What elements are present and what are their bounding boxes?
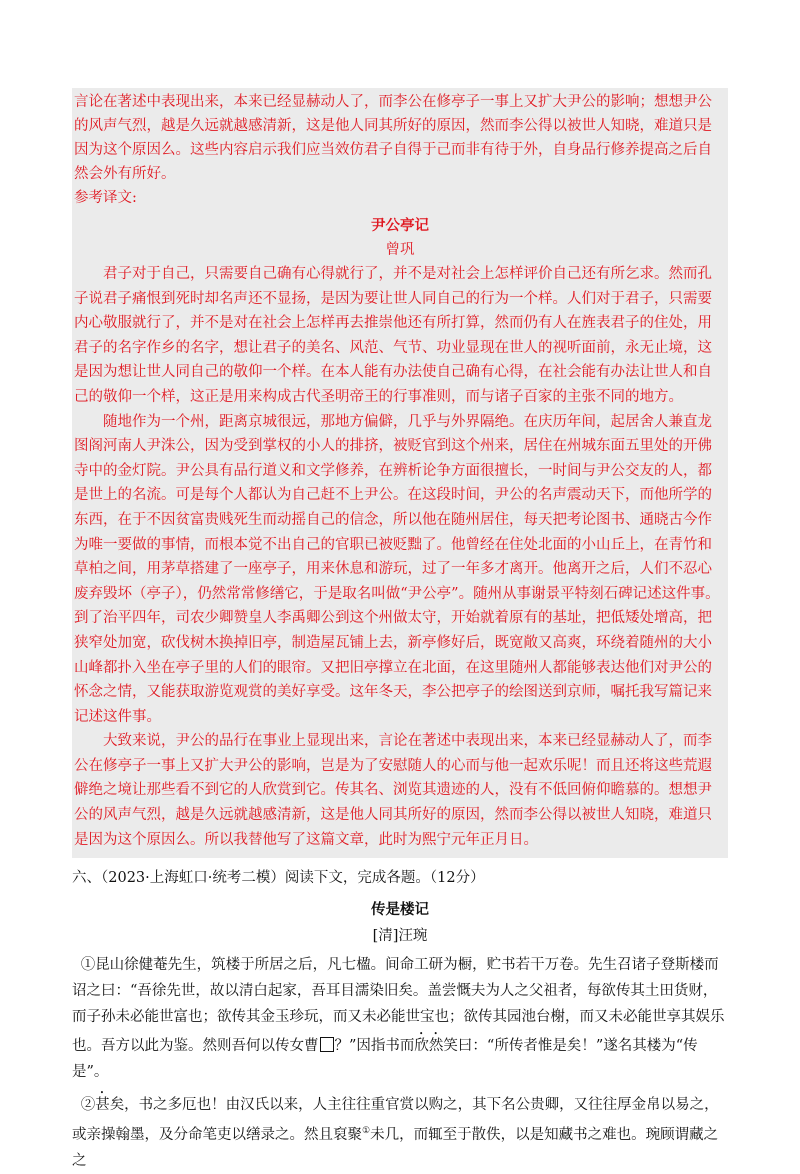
translation-paragraph-3: 大致来说，尹公的品行在事业上显现出来，言论在著述中表现出来，本来已经显赫动人了，而李公在修亭子一事上又扩大尹公的影响，岂是为了安慰随人的心而与他一起欢乐呢！而且还将这些荒遐僻绝之境让那些看不到它的人欣赏到它。传其名、浏览其遗迹的人，没有不低回俯仰瞻慕的。想想尹公的风声气烈，越是久远就越感清新，这是他人同其所好的原因，然而李公得以被世人知晓，难道只是因为这个原因么。所以我替他写了这篇文章，此时为熙宁元年正月日。 xyxy=(74,733,712,848)
translation-title: 尹公亭记 xyxy=(371,217,429,234)
paragraph-2-text-b: 未几，而辄至于散佚，以是知藏书之难也。琬顾谓藏之之 xyxy=(72,1127,719,1170)
translation-author: 曾巩 xyxy=(385,242,415,258)
reference-translation-label: 参考译文: xyxy=(74,190,137,206)
emphasized-char-2: 然 xyxy=(428,1038,444,1055)
paragraph-number-2: ② xyxy=(80,1097,96,1114)
emphasized-char-3: 甚 xyxy=(95,1097,110,1114)
document-page xyxy=(72,88,728,1174)
question-header: 六、（2023·上海虹口·统考二模）阅读下文，完成各题。（12分） xyxy=(72,870,485,887)
emphasized-char-1: 欣 xyxy=(414,1038,429,1055)
answer-explanation-block xyxy=(72,88,728,858)
translation-paragraph-1: 君子对于自己，只需要自己确有心得就行了，并不是对社会上怎样评价自己还有所乞求。然而孔子说君子痛恨到死时却名声还不显扬，是因为要让世人同自己的行为一个样。人们对于君子，只需要内心敬服就行了，并不是对在社会上怎样再去推崇他还有所打算，然而仍有人在旌表君子的住处，用君子的名字作乡的名字，想让君子的美名、风范、气节、功业显现在世人的视听面前，永无止境，这是因为想让世人同自己的敬仰一个样。在本人能有办法使自己确有心得，在社会能有办法让世人和自己的敬仰一个样，这正是用来构成古代圣明帝王的行事准则，而与诸子百家的主张不同的地方。 xyxy=(74,266,712,405)
paragraph-1-text-c: 笑曰：“所传者惟是矣！”遂名其楼为“传是”。 xyxy=(72,1038,698,1081)
passage-title: 传是楼记 xyxy=(371,901,429,919)
paragraph-1-text-a: 昆山徐健菴先生，筑楼于所居之后，凡七楹。间命工研为橱，贮书若干万卷。先生召诸子登斯楼而诏之曰：“吾徐先世，故以清白起家，吾耳目濡染旧矣。盖尝慨夫为人之父祖者，每欲传其土田货财，而子孙未必能世富也；欲传其金玉珍玩，而又未必能世宝也；欲传其园池台榭，而又未必能世享其娱乐也。吾方以此为鉴。然则吾何以传女曹 xyxy=(72,957,725,1055)
footnote-marker: ① xyxy=(362,1126,371,1137)
paragraph-number-1: ① xyxy=(80,957,96,974)
blank-box xyxy=(320,1037,334,1052)
passage-paragraph-1 xyxy=(72,952,728,1085)
paragraph-1-text-b: ？”因指书而 xyxy=(334,1038,415,1055)
passage-author: [清]汪琬 xyxy=(372,928,428,945)
answer-intro-paragraph: 言论在著述中表现出来，本来已经显赫动人了，而李公在修亭子一事上又扩大尹公的影响；想想尹公的风声气烈，越是久远就越感清新，这是他人同其所好的原因，然而李公得以被世人知晓，难道只是因为这个原因么。这些内容启示我们应当效仿君子自得于己而非有待于外，自身品行修养提高之后自然会外有所好。 xyxy=(74,94,712,182)
paragraph-2-text-a: 矣，书之多厄也！由汉氏以来，人主往往重官赏以购之，其下名公贵卿，又往往厚金帛以易之，或亲操翰墨，及分命笔吏以缮录之。然且裒聚 xyxy=(72,1097,719,1144)
question-section xyxy=(72,866,728,1174)
translation-paragraph-2: 随地作为一个州，距离京城很远，那地方偏僻，几乎与外界隔绝。在庆历年间，起居舍人兼直龙图阁河南人尹洙公，因为受到掌权的小人的排挤，被贬官到这个州来，居住在州城东面五里处的开佛寺中的金灯院。尹公具有品行道义和文学修养，在辨析论争方面很擅长，一时间与尹公交友的人，都是世上的名流。可是每个人都认为自己赶不上尹公。在这段时间，尹公的名声震动天下，而他所学的东西，在于不因贫富贵贱死生而动摇自己的信念，所以他在随州居住，每天把考论图书、通晓古今作为唯一要做的事情，而根本觉不出自己的官职已被贬黜了。他曾经在住处北面的小山丘上，在青竹和草柏之间，用茅草搭建了一座亭子，用来休息和游玩，过了一年多才离开。他离开之后，人们不忍心废弃毁坏（亭子），仍然常常修缮它，于是取名叫做“尹公亭”。随州从事谢景平特刻石碑记述这件事。到了治平四年，司农少卿赞皇人李禹卿公到这个州做太守，开始就着原有的基址，把低矮处增高，把狭窄处加宽，砍伐树木换掉旧亭，制造屋瓦铺上去，新亭修好后，既宽敞又高爽，环绕着随州的大小山峰都扑入坐在亭子里的人们的眼帘。又把旧亭撑立在北面，在这里随州人都能够表达他们对尹公的怀念之情，又能获取游览观赏的美好享受。这年冬天，李公把亭子的绘图送到京师，嘱托我写篇记来记述这件事。 xyxy=(74,413,720,725)
